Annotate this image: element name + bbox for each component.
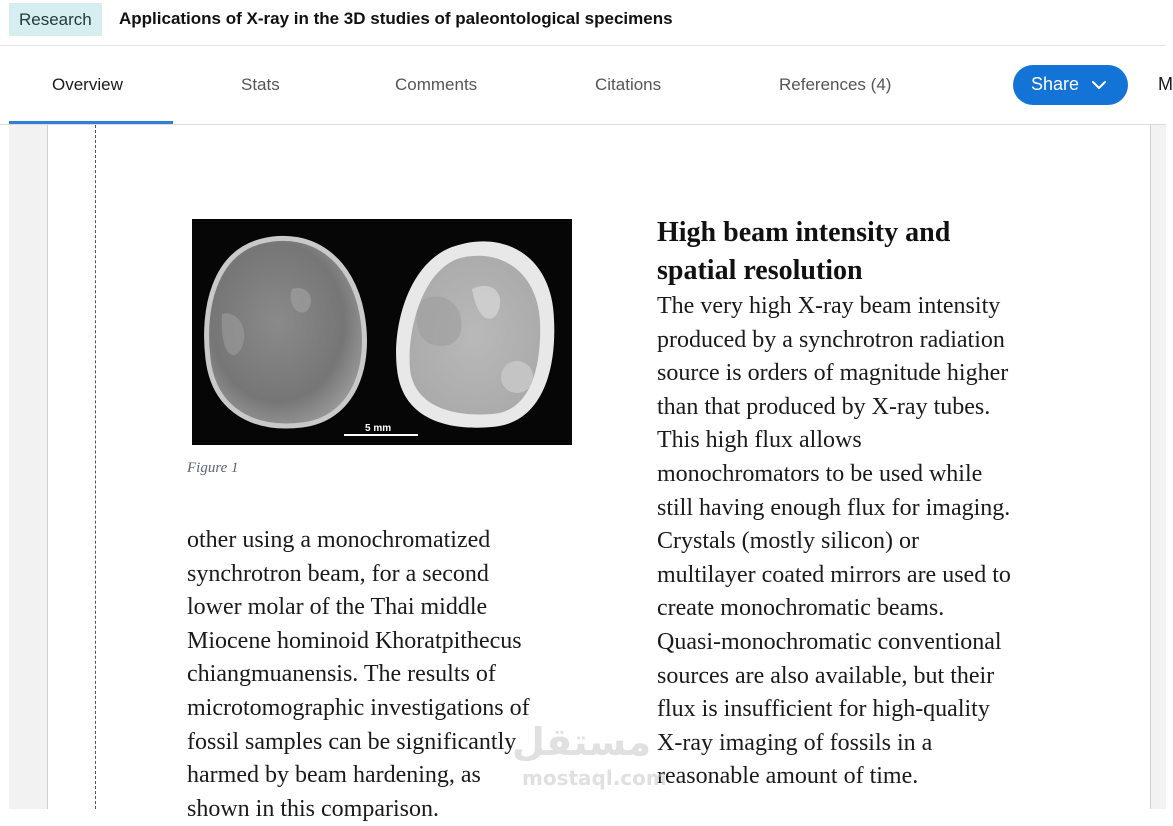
text-line: X-ray imaging of fossils in a [657, 729, 933, 756]
more-tab-partial[interactable]: M [1158, 74, 1173, 94]
viewer-right-gutter [1151, 125, 1166, 809]
tab-comments[interactable]: Comments [395, 75, 478, 94]
document-viewer[interactable] [0, 125, 1166, 822]
text-line: shown in this comparison. [187, 795, 439, 822]
text-line: multilayer coated mirrors are used to [657, 561, 1011, 588]
text-line: create monochromatic beams. [657, 595, 945, 622]
share-button-label: Share [1031, 74, 1080, 94]
text-line: than that produced by X-ray tubes. [657, 393, 991, 420]
text-line: source is orders of magnitude higher [657, 360, 1009, 387]
text-line: monochromators to be used while [657, 460, 983, 487]
text-line: sources are also available, but their [657, 662, 995, 689]
tab-stats[interactable]: Stats [241, 75, 280, 94]
text-line: synchrotron beam, for a second [187, 560, 489, 587]
text-line: flux is insufficient for high-quality [657, 696, 990, 723]
text-line: fossil samples can be significantly [187, 728, 517, 755]
text-line: still having enough flux for imaging. [657, 494, 1011, 521]
watermark-arabic: مستقل [512, 720, 651, 764]
tab-references[interactable]: References (4) [779, 75, 892, 94]
heading-line: spatial resolution [657, 255, 863, 286]
text-line: Quasi-monochromatic conventional [657, 628, 1002, 655]
text-line: Miocene hominoid Khoratpithecus [187, 627, 522, 654]
top-bar [0, 0, 1166, 40]
right-column-text [657, 290, 1077, 794]
chevron-down-icon [1091, 78, 1107, 92]
text-line: reasonable amount of time. [657, 763, 919, 790]
document-page [96, 125, 1150, 822]
viewer-left-border [47, 125, 48, 809]
text-line: lower molar of the Thai middle [187, 594, 488, 621]
watermark-latin: mostaql.com [522, 766, 667, 790]
text-line: harmed by beam hardening, as [187, 762, 481, 789]
figure-caption: Figure 1 [187, 460, 239, 476]
heading-line: High beam intensity and [657, 217, 951, 248]
text-line: other using a monochromatized [187, 527, 491, 553]
text-line: produced by a synchrotron radiation [657, 326, 1005, 353]
left-column-text [187, 524, 617, 826]
tab-overview[interactable]: Overview [52, 75, 123, 94]
scale-bar-label: 5 mm [365, 423, 392, 434]
text-line: chiangmuanensis. The results of [187, 661, 496, 688]
share-button[interactable] [1013, 65, 1128, 105]
viewer-left-gutter [9, 125, 48, 809]
text-line: microtomographic investigations of [187, 694, 530, 721]
text-line: Crystals (mostly silicon) or [657, 528, 919, 555]
tab-bar [0, 46, 1173, 125]
tooth-cross-section-image [192, 219, 572, 445]
document-title: Applications of X-ray in the 3D studies of paleontological specimens [119, 9, 673, 28]
figure-image [192, 219, 572, 445]
section-heading [657, 214, 950, 290]
tab-citations[interactable]: Citations [595, 75, 662, 94]
text-line: This high flux allows [657, 427, 862, 454]
text-line: The very high X-ray beam intensity [657, 293, 1001, 319]
content-type-badge: Research [9, 3, 102, 36]
